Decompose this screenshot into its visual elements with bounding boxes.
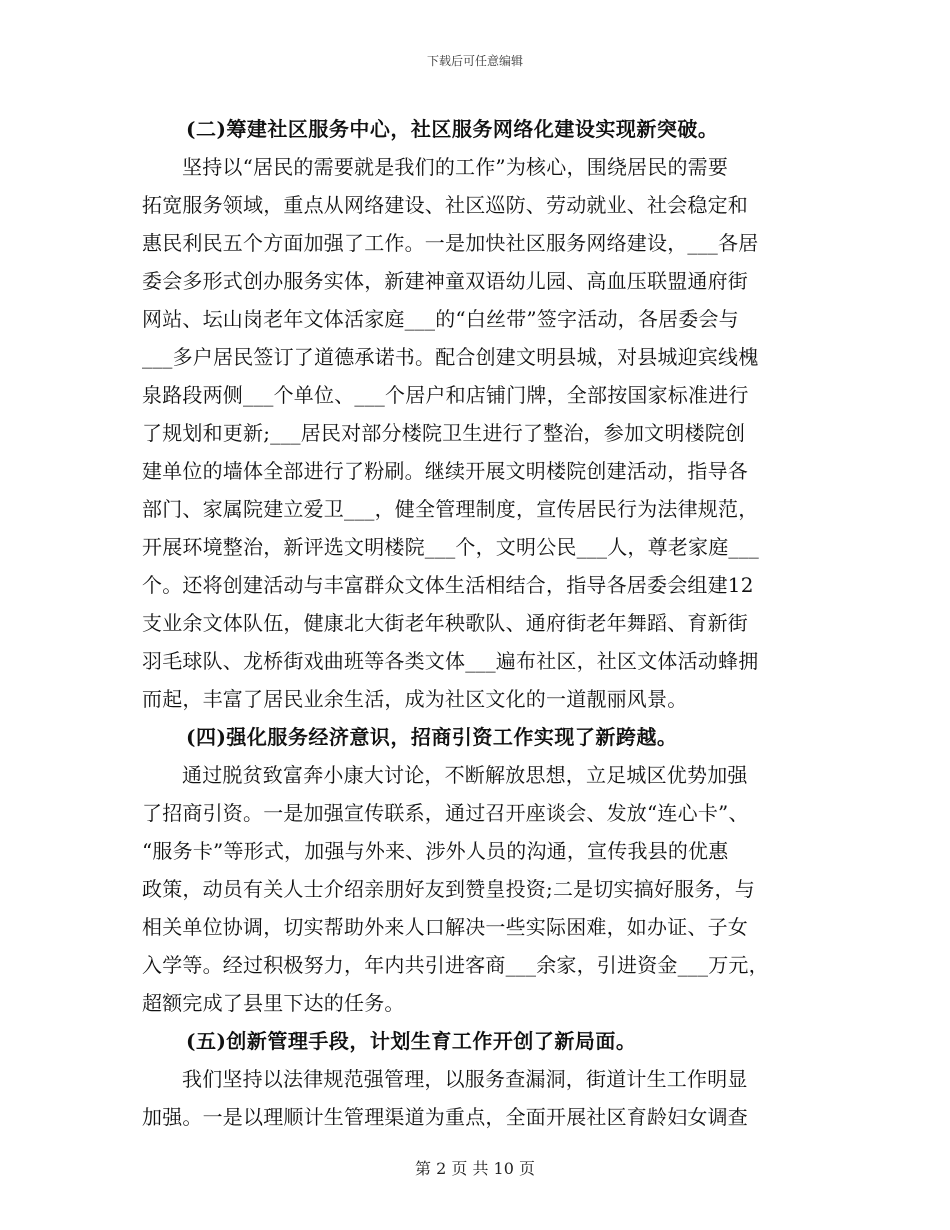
section-heading: (五)创新管理手段，计划生育工作开创了新局面。 [186,1029,637,1053]
paragraph-line: 超额完成了县里下达的任务。 [142,991,405,1015]
page-number: 第 2 页 共 10 页 [415,1159,535,1178]
section-heading: (四)强化服务经济意识，招商引资工作实现了新跨越。 [186,725,678,749]
paragraph-line: 惠民利民五个方面加强了工作。一是加快社区服务网络建设，___各居 [142,231,759,255]
paragraph-line: 网站、坛山岗老年文体活家庭___的“白丝带”签字活动，各居委会与 [142,307,739,331]
paragraph-line: 相关单位协调，切实帮助外来人口解决一些实际困难，如办证、子女 [142,915,748,939]
paragraph-line: 个。还将创建活动与丰富群众文体生活相结合，指导各居委会组建12 [142,573,754,597]
paragraph-line: 坚持以“居民的需要就是我们的工作”为核心，围绕居民的需要 [182,155,729,179]
section-heading: (二)筹建社区服务中心，社区服务网络化建设实现新突破。 [186,117,719,141]
paragraph-line: ___多户居民签订了道德承诺书。配合创建文明县城，对县城迎宾线槐 [142,345,759,369]
paragraph-line: 加强。一是以理顺计生管理渠道为重点，全面开展社区育龄妇女调查 [142,1105,748,1129]
paragraph-line: 了招商引资。一是加强宣传联系，通过召开座谈会、发放“连心卡”、 [142,801,749,825]
paragraph-line: 拓宽服务领域，重点从网络建设、社区巡防、劳动就业、社会稳定和 [142,193,748,217]
paragraph-line: 开展环境整治，新评选文明楼院___个，文明公民___人，尊老家庭___ [142,535,759,559]
paragraph-line: 委会多形式创办服务实体，新建神童双语幼儿园、高血压联盟通府街 [142,269,748,293]
section-5 [142,1022,808,1136]
paragraph-line: “服务卡”等形式，加强与外来、涉外人员的沟通，宣传我县的优惠 [142,839,729,863]
header-note: 下载后可任意编辑 [426,54,523,68]
document-body [142,110,808,1136]
paragraph-line: 政策，动员有关人士介绍亲朋好友到赞皇投资;二是切实搞好服务，与 [142,877,755,901]
paragraph-line: 部门、家属院建立爱卫___，健全管理制度，宣传居民行为法律规范， [142,497,759,521]
paragraph-line: 我们坚持以法律规范强管理，以服务查漏洞，街道计生工作明显 [182,1067,748,1091]
paragraph-line: 支业余文体队伍，健康北大街老年秧歌队、通府街老年舞蹈、育新街 [142,611,748,635]
section-2 [142,110,808,718]
paragraph-line: 泉路段两侧___个单位、___个居户和店铺门牌，全部按国家标准进行 [142,383,749,407]
paragraph-line: 建单位的墙体全部进行了粉刷。继续开展文明楼院创建活动，指导各 [142,459,748,483]
section-4 [142,718,808,1022]
paragraph-line: 而起，丰富了居民业余生活，成为社区文化的一道靓丽风景。 [142,687,688,711]
paragraph-line: 入学等。经过积极努力，年内共引进客商___余家，引进资金___万元， [142,953,769,977]
paragraph-line: 羽毛球队、龙桥街戏曲班等各类文体___遍布社区，社区文体活动蜂拥 [142,649,759,673]
paragraph-line: 了规划和更新;___居民对部分楼院卫生进行了整治，参加文明楼院创 [142,421,746,445]
paragraph-line: 通过脱贫致富奔小康大讨论，不断解放思想，立足城区优势加强 [182,763,748,787]
